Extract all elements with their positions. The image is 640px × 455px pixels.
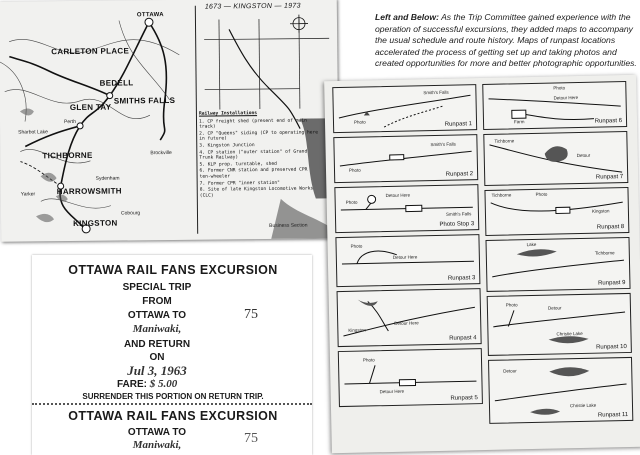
runpast-label: Detour Here [392,254,418,260]
runpast-label: Photo [350,243,363,249]
ticket-fare-label: FARE: [117,379,147,390]
ticket-special-trip: SPECIAL TRIP [122,282,192,293]
runpast-label: Detour [576,152,591,159]
place-tichborne: TICHBORNE [42,150,93,161]
stub-destination: Maniwaki, [132,439,182,451]
runpast-map [332,84,477,133]
ticket-on: ON [149,352,165,363]
place-kingston: KINGSTON [73,218,118,229]
legend-item: 2. CP "Queens" siding (CP to operating here in future) [199,130,319,143]
ticket-fare-value: $ 5.00 [149,378,178,390]
ticket-from: FROM [142,296,172,307]
legend-item: 8. Site of late Kingston Locomotive Works (CLC) [199,186,314,199]
place-carleton-place: CARLETON PLACE [51,46,130,57]
runpast-label: Detour Here [553,94,579,101]
runpast-caption: Runpast 6 [594,118,623,125]
runpast-map [335,234,480,287]
legend-item: 5. KLP prop. turntable, shed [199,161,277,168]
runpast-caption: Runpast 3 [447,275,476,282]
runpast-caption: Runpast 10 [596,344,627,351]
runpast-map [338,348,483,407]
runpast-map [485,237,630,292]
stub-ottawa-to: OTTAWA TO [127,427,187,438]
runpast-label: Kingston [591,208,610,214]
stub-title: OTTAWA RAIL FANS EXCURSION [68,409,278,423]
runpast-caption: Photo Stop 3 [439,221,475,228]
runpast-caption: Runpast 7 [595,174,624,181]
railway-installations-legend [199,110,320,200]
runpast-label: Smith's Falls [445,211,472,217]
runpast-map [488,357,633,424]
ticket-date: Jul 3, 1963 [127,363,187,378]
runpast-caption: Runpast 9 [598,280,626,287]
place-sharbot-lake: Sharbot Lake [18,129,48,136]
runpast-label: Photo [362,357,375,363]
route-map-sheet [0,0,339,242]
place-smiths-falls: SMITHS FALLS [113,95,176,106]
runpast-caption: Runpast 4 [449,335,477,342]
place-sydenham: Sydenham [95,175,120,182]
runpast-label: Detour [547,305,562,311]
runpast-label: Detour Here [394,320,419,326]
runpast-label: Detour Here [385,192,411,199]
runpast-label: Tichborne [491,192,512,198]
place-yarker: Yarker [20,191,36,198]
runpast-map [482,81,627,130]
figure-caption [375,12,637,70]
runpast-label: Smith's Falls [430,141,456,148]
ticket-perforation [32,403,312,405]
ticket-number: 75 [244,307,258,322]
runpast-label: Tichborne [594,250,615,256]
runpast-caption: Runpast 5 [450,395,478,402]
runpast-map [333,134,478,183]
ticket-surrender-note: SURRENDER THIS PORTION ON RETURN TRIP. [82,392,264,401]
ticket-and-return: AND RETURN [123,339,191,350]
legend-item: 1. CP freight shed (present end of main track) [198,118,307,130]
stub-number: 75 [244,431,258,446]
runpast-label: Christie Lake [556,330,583,337]
caption-lead: Left and Below: [375,12,439,22]
runpast-label: Photo [353,119,366,125]
ticket-title: OTTAWA RAIL FANS EXCURSION [68,263,278,277]
runpast-caption: Runpast 1 [444,121,473,128]
harbour-label: Business Section [269,222,308,229]
map-title: 1673 — KINGSTON — 1973 [204,2,301,11]
runpast-label: Photo [553,85,566,91]
ticket-destination: Maniwaki, [132,323,182,335]
legend-item: 6. Former CNR station and preserved CPR ten-wheeler [199,167,308,180]
legend-item: 4. CP station ("outer station" of Grand Trunk Railway) [199,149,308,161]
runpast-label: Christie Lake [569,402,597,409]
runpast-label: Kingston [348,327,366,333]
runpast-label: Lake [526,241,537,248]
legend-item: 7. Former CPR "inner station" [199,180,280,187]
runpast-maps-sheet [324,75,640,453]
place-brockville: Brockville [150,149,172,157]
runpast-label: Photo [535,191,548,197]
runpast-map [487,293,632,356]
runpast-map [484,187,629,236]
runpast-label: Detour [503,368,517,374]
place-cobourg: Cobourg [120,210,141,217]
place-glen-tay: GLEN TAY [69,102,112,113]
runpast-label: Farm [513,119,525,125]
excursion-ticket [32,255,312,455]
runpast-label: Detour Here [379,388,405,395]
ticket-ottawa-to: OTTAWA TO [127,310,187,321]
runpast-map [337,288,482,347]
legend-item: 3. Kingston Junction [199,143,255,149]
runpast-label: Photo [345,199,358,205]
runpast-caption: Runpast 8 [596,224,625,231]
caption-body: As the Trip Committee gained experience with the operation of successful excursions, they added maps to accompany the usual schedule and route history. Maps of runpast locations accelerated the process of getting set up and taking photos and created opportunities for more and better photographic opportunities. [375,12,637,68]
runpast-label: Smith's Falls [423,89,449,96]
runpast-caption: Runpast 2 [445,171,474,178]
place-bedell: BEDELL [99,78,134,88]
ticket-fare [117,378,177,390]
place-perth: Perth [63,118,77,126]
runpast-label: Photo [348,167,361,173]
runpast-map [483,131,628,186]
runpast-label: Photo [505,302,518,308]
runpast-map [334,184,479,233]
runpast-caption: Runpast 11 [597,412,629,419]
place-ottawa: OTTAWA [136,12,164,19]
place-harrowsmith: HARROWSMITH [56,186,122,197]
runpast-label: Tichborne [494,138,515,144]
legend-title: Railway Installations [198,111,258,117]
